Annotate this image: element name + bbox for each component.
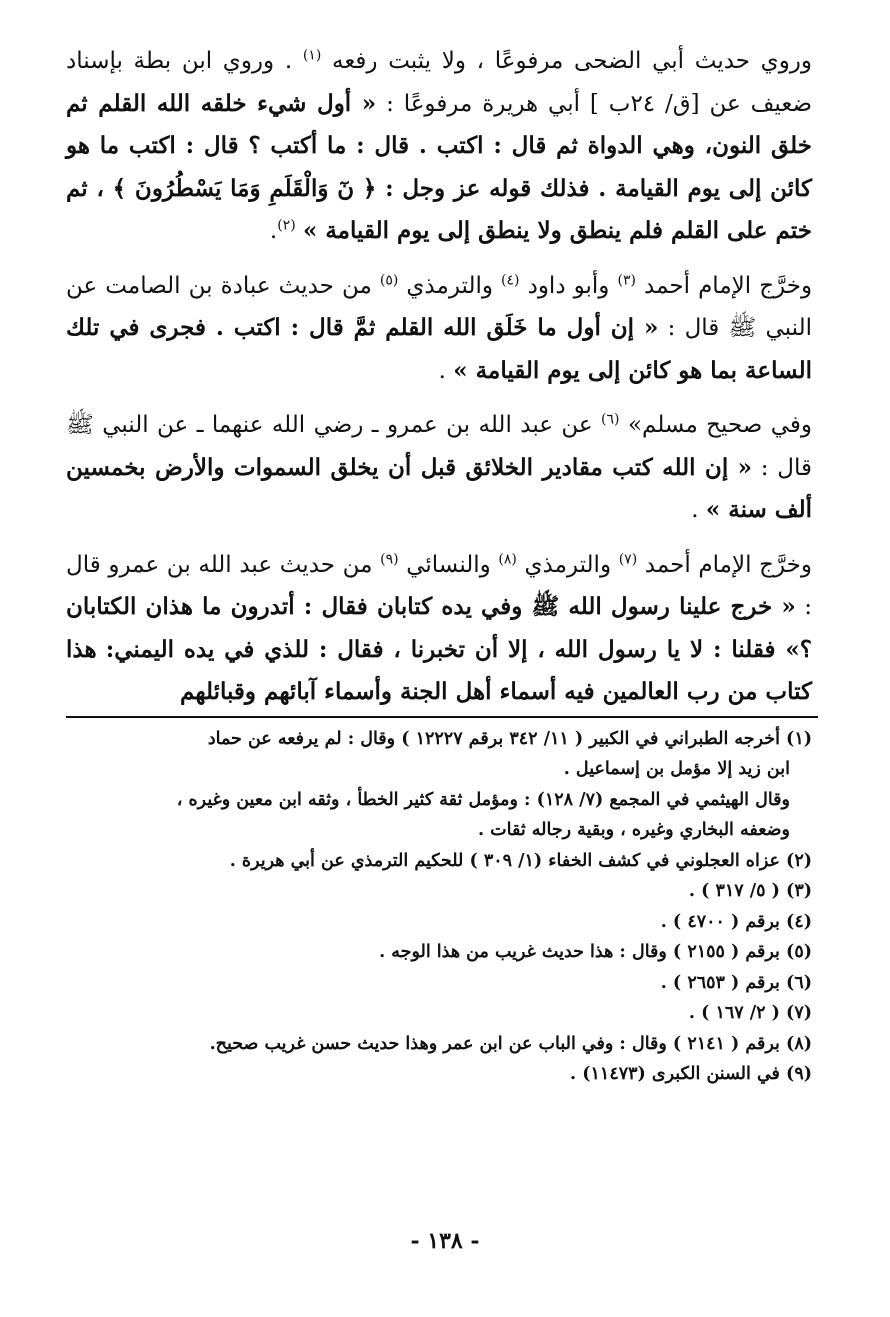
p2-text-a: وخرَّج الإمام أحمد xyxy=(644,272,813,299)
footnote-7: (٧) ( ٢/ ١٦٧ ) . xyxy=(688,1003,812,1023)
p4-text-a: وخرَّج الإمام أحمد xyxy=(644,551,812,578)
p4-quote-2: هذا كتاب من رب العالمين فيه أسماء أهل الجنة وأسماء آبائهم وقبائلهم xyxy=(66,635,812,705)
footnote-1-haythami-continuation: وضعفه البخاري وغيره ، وبقية رجاله ثقات . xyxy=(477,820,790,840)
p1-text-a: وروي حديث أبي الضحى مرفوعًا ، ولا يثبت رفعه xyxy=(331,48,813,74)
paragraph-1 xyxy=(66,40,812,253)
paragraph-3 xyxy=(66,404,812,532)
footnote-ref-3: (٣) xyxy=(617,271,636,288)
p3-end: . xyxy=(691,497,699,523)
p4-text-b: والترمذي xyxy=(524,551,612,578)
p3-text-a: وفي صحيح مسلم» xyxy=(627,412,813,438)
p1-end: . xyxy=(269,218,278,244)
footnote-5: (٥) برقم ( ٢١٥٥ ) وقال : هذا حديث غريب من هذا الوجه . xyxy=(379,942,812,962)
footnote-ref-5: (٥) xyxy=(379,271,399,288)
footnote-1-haythami: وقال الهيثمي في المجمع (٧/ ١٢٨) : ومؤمل ثقة كثير الخطأ ، وثقه ابن معين وغيره ، xyxy=(176,789,790,810)
footnote-ref-8: (٨) xyxy=(498,550,517,567)
p3-text-b: عن عبد الله بن عمرو ـ رضي الله عنهما ـ عن النبي ﷺ قال : xyxy=(66,412,812,481)
p3-quote: « إن الله كتب مقادير الخلائق قبل أن يخلق السموات والأرض بخمسين ألف سنة » xyxy=(66,453,812,523)
p1-quote: « أول شيء خلقه الله القلم ثم خلق النون، وهي الدواة ثم قال : اكتب . قال : ما أكتب ؟ قال : اكتب ما هو كائن إلى يوم القيامة . فذلك قوله عز وجل : ﴿ نٓ وَالْقَلَمِ وَمَا يَسْطُرُونَ ﴾ ، ثم ختم على القلم فلم ينطق ولا ينطق إلى يوم القيامة » xyxy=(66,89,812,244)
p4-text-c: والنسائي xyxy=(406,551,491,578)
paragraph-4 xyxy=(66,544,812,714)
paragraph-2 xyxy=(66,265,812,393)
footnote-9: (٩) في السنن الكبرى (١١٤٧٣) . xyxy=(570,1064,812,1084)
footnote-4: (٤) برقم ( ٤٧٠٠ ) . xyxy=(660,911,812,932)
p2-text-d: من حديث عبادة بن الصامت عن النبي ﷺ قال : xyxy=(66,272,812,341)
footnote-ref-6: (٦) xyxy=(601,411,620,428)
footnote-1-continuation: ابن زيد إلا مؤمل بن إسماعيل . xyxy=(563,759,790,779)
footnote-2: (٢) عزاه العجلوني في كشف الخفاء (١/ ٣٠٩ ) للحكيم الترمذي عن أبي هريرة . xyxy=(229,850,812,871)
p2-end: . xyxy=(438,357,446,384)
footnote-ref-9: (٩) xyxy=(380,550,399,567)
p4-text-d: من حديث عبد الله بن عمرو قال : xyxy=(66,551,812,620)
footnote-6: (٦) برقم ( ٢٦٥٣ ) . xyxy=(660,972,812,993)
page-number: - ١٣٨ - xyxy=(410,1228,480,1254)
footnote-ref-1: (١) xyxy=(302,47,322,64)
p4-quote-1: « خرج علينا رسول الله ﷺ وفي يده كتابان فقال : أتدرون ما هذان الكتابان ؟» فقلنا : لا يا رسول الله ، إلا أن تخبرنا ، فقال : للذي في يده اليمني: xyxy=(66,593,812,663)
p2-quote: « إن أول ما خَلَق الله القلم ثمَّ قال : اكتب . فجرى في تلك الساعة بما هو كائن إلى يوم القيامة » xyxy=(66,314,812,384)
p2-text-b: وأبو داود xyxy=(527,272,610,299)
footnotes xyxy=(66,724,812,1090)
footnote-ref-7: (٧) xyxy=(618,550,638,567)
footnote-divider xyxy=(66,716,818,718)
footnote-ref-4: (٤) xyxy=(501,271,520,288)
main-text xyxy=(66,40,812,714)
footnote-ref-2: (٢) xyxy=(277,217,296,234)
footnote-1: (١) أخرجه الطبراني في الكبير ( ١١/ ٣٤٢ برقم ١٢٢٢٧ ) وقال : لم يرفعه عن حماد xyxy=(207,728,812,749)
footnote-8: (٨) برقم ( ٢١٤١ ) وقال : وفي الباب عن ابن عمر وهذا حديث حسن غريب صحيح. xyxy=(209,1033,812,1054)
footnote-3: (٣) ( ٥/ ٣١٧ ) . xyxy=(688,881,812,901)
p1-text-b: . وروي ابن بطة بإسناد ضعيف عن [ق/ ٢٤ب ] أبي هريرة مرفوعًا : xyxy=(66,48,813,117)
p2-text-c: والترمذي xyxy=(406,272,493,299)
